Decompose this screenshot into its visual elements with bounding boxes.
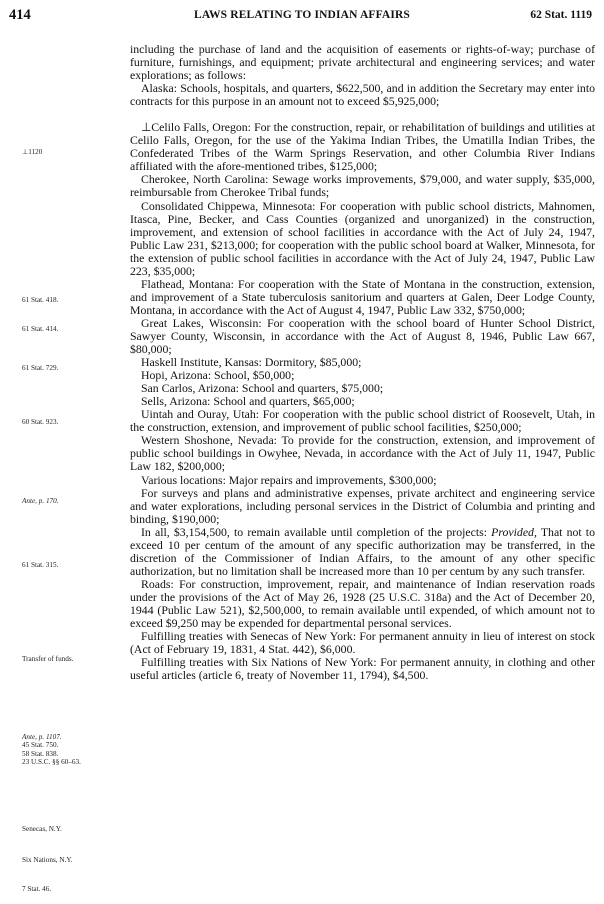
paragraph: Alaska: Schools, hospitals, and quarters, $622,500, and in addition the Secretary may enter into contracts for this purpose in an amount not to exceed $5,925,000; xyxy=(130,81,595,109)
paragraph: Roads: For construction, improvement, repair, and maintenance of Indian reservation roads under the provisions of the Act of May 26, 1928 (25 U.S.C. 318a) and the Act of December 20, 1944 (Public Law 521), $2,500,000, to remain available until expended, of which amount not to exceed $9,250 may be expended for departmental personal services. xyxy=(130,576,595,631)
paragraph: San Carlos, Arizona: School and quarters, $75,000; xyxy=(141,381,384,396)
paragraph: Haskell Institute, Kansas: Dormitory, $85,000; xyxy=(141,355,362,370)
paragraph: Fulfilling treaties with Six Nations of New York: For permanent annuity, in clothing and other useful articles (article 6, treaty of November 11, 1794), $4,500. xyxy=(130,655,595,683)
body-text xyxy=(130,43,595,682)
margin-note-61-stat-414: 61 Stat. 414. xyxy=(22,325,59,333)
paragraph: ⊥Celilo Falls, Oregon: For the construction, repair, or rehabilitation of buildings and utilities at Celilo Falls, Oregon, for the use of the Yakima Indian Tribes, the Umatilla Indian Tribes, the Confederated Tribes of the Warm Springs Reservation, and other Columbia River Indians affiliated with the afore-mentioned tribes, $125,000; xyxy=(130,120,595,174)
statute-reference: 62 Stat. 1119 xyxy=(530,9,592,21)
running-header xyxy=(0,7,604,25)
margin-note-61-stat-729: 61 Stat. 729. xyxy=(22,364,59,372)
paragraph: Flathead, Montana: For cooperation with the State of Montana in the construction, extension, and improvement of a State tuberculosis sanitorium and quarters at Galen, Deer Lodge County, Montana, in accordance with the Act of August 4, 1947, Public Law 332, $750,000; xyxy=(130,276,595,317)
paragraph: Hopi, Arizona: School, $50,000; xyxy=(141,368,295,383)
page-number: 414 xyxy=(9,7,31,23)
margin-note-page-break: ⊥1120 xyxy=(22,148,43,156)
paragraph: Uintah and Ouray, Utah: For cooperation with the public school district of Roosevelt, Utah, in the construction, extension, and improvement of public school facilities, $250,000; xyxy=(130,407,595,435)
margin-note-roads-citations: Ante, p. 1107. 45 Stat. 750. 58 Stat. 838. 23 U.S.C. §§ 60–63. xyxy=(22,733,81,767)
paragraph: Sells, Arizona: School and quarters, $65,000; xyxy=(141,394,355,409)
margin-note-61-stat-418: 61 Stat. 418. xyxy=(22,296,59,304)
margin-note-transfer-of-funds: Transfer of funds. xyxy=(22,655,74,663)
paragraph: including the purchase of land and the acquisition of easements or rights-of-way; purchase of furniture, furnishings, and equipment; private architectural and engineering services; and water explorations; as follows: xyxy=(130,42,595,83)
paragraph: Consolidated Chippewa, Minnesota: For cooperation with public school districts, Mahnomen, Itasca, Pine, Becker, and Cass Counties (organized and unorganized) in the construction, improvement, and extension of school facilities in accordance with the Act of July 24, 1947, Public Law 231, $213,000; for cooperation with the public school board at Walker, Minnesota, for the extension of public school facilities in accordance with the Act of July 24, 1947, Public Law 223, $35,000; xyxy=(130,198,595,278)
paragraph: Western Shoshone, Nevada: To provide for the construction, extension, and improvement of public school buildings in Owyhee, Nevada, in accordance with the Act of July 11, 1947, Public Law 182, $200,000; xyxy=(130,433,595,474)
margin-note-ante-170: Ante, p. 170. xyxy=(22,497,59,505)
paragraph: Fulfilling treaties with Senecas of New York: For permanent annuity in lieu of interest on stock (Act of February 19, 1831, 4 Stat. 442), $6,000. xyxy=(130,629,595,657)
paragraph: Great Lakes, Wisconsin: For cooperation with the school board of Hunter School District, Sawyer County, Wisconsin, in accordance with the Act of August 8, 1946, Public Law 667, $80,000; xyxy=(130,315,595,357)
paragraph: Cherokee, North Carolina: Sewage works improvements, $79,000, and water supply, $35,000, reimbursable from Cherokee Tribal funds; xyxy=(130,172,595,200)
margin-note-senecas: Senecas, N.Y. xyxy=(22,825,62,833)
paragraph: Various locations: Major repairs and improvements, $300,000; xyxy=(141,472,437,487)
margin-note-60-stat-923: 60 Stat. 923. xyxy=(22,418,59,426)
paragraph-transfer: In all, $3,154,500, to remain available until completion of the projects: Provided, That not to exceed 10 per centum of the amount of any specific authorization may be transferred, in the discretion of the Commissioner of Indian Affairs, to the amount of any other specific authorization, but no limitation shall be increased more than 10 per centum by any such transfer. xyxy=(130,524,595,578)
paragraph: For surveys and plans and administrative expenses, private architect and engineering service and water explorations, including personal services in the District of Columbia and printing and binding, $190,000; xyxy=(130,485,595,526)
margin-note-61-stat-315: 61 Stat. 315. xyxy=(22,561,59,569)
page-title: LAWS RELATING TO INDIAN AFFAIRS xyxy=(194,9,410,21)
margin-note-six-nations: Six Nations, N.Y. xyxy=(22,856,73,864)
margin-note-7-stat-46: 7 Stat. 46. xyxy=(22,885,52,893)
